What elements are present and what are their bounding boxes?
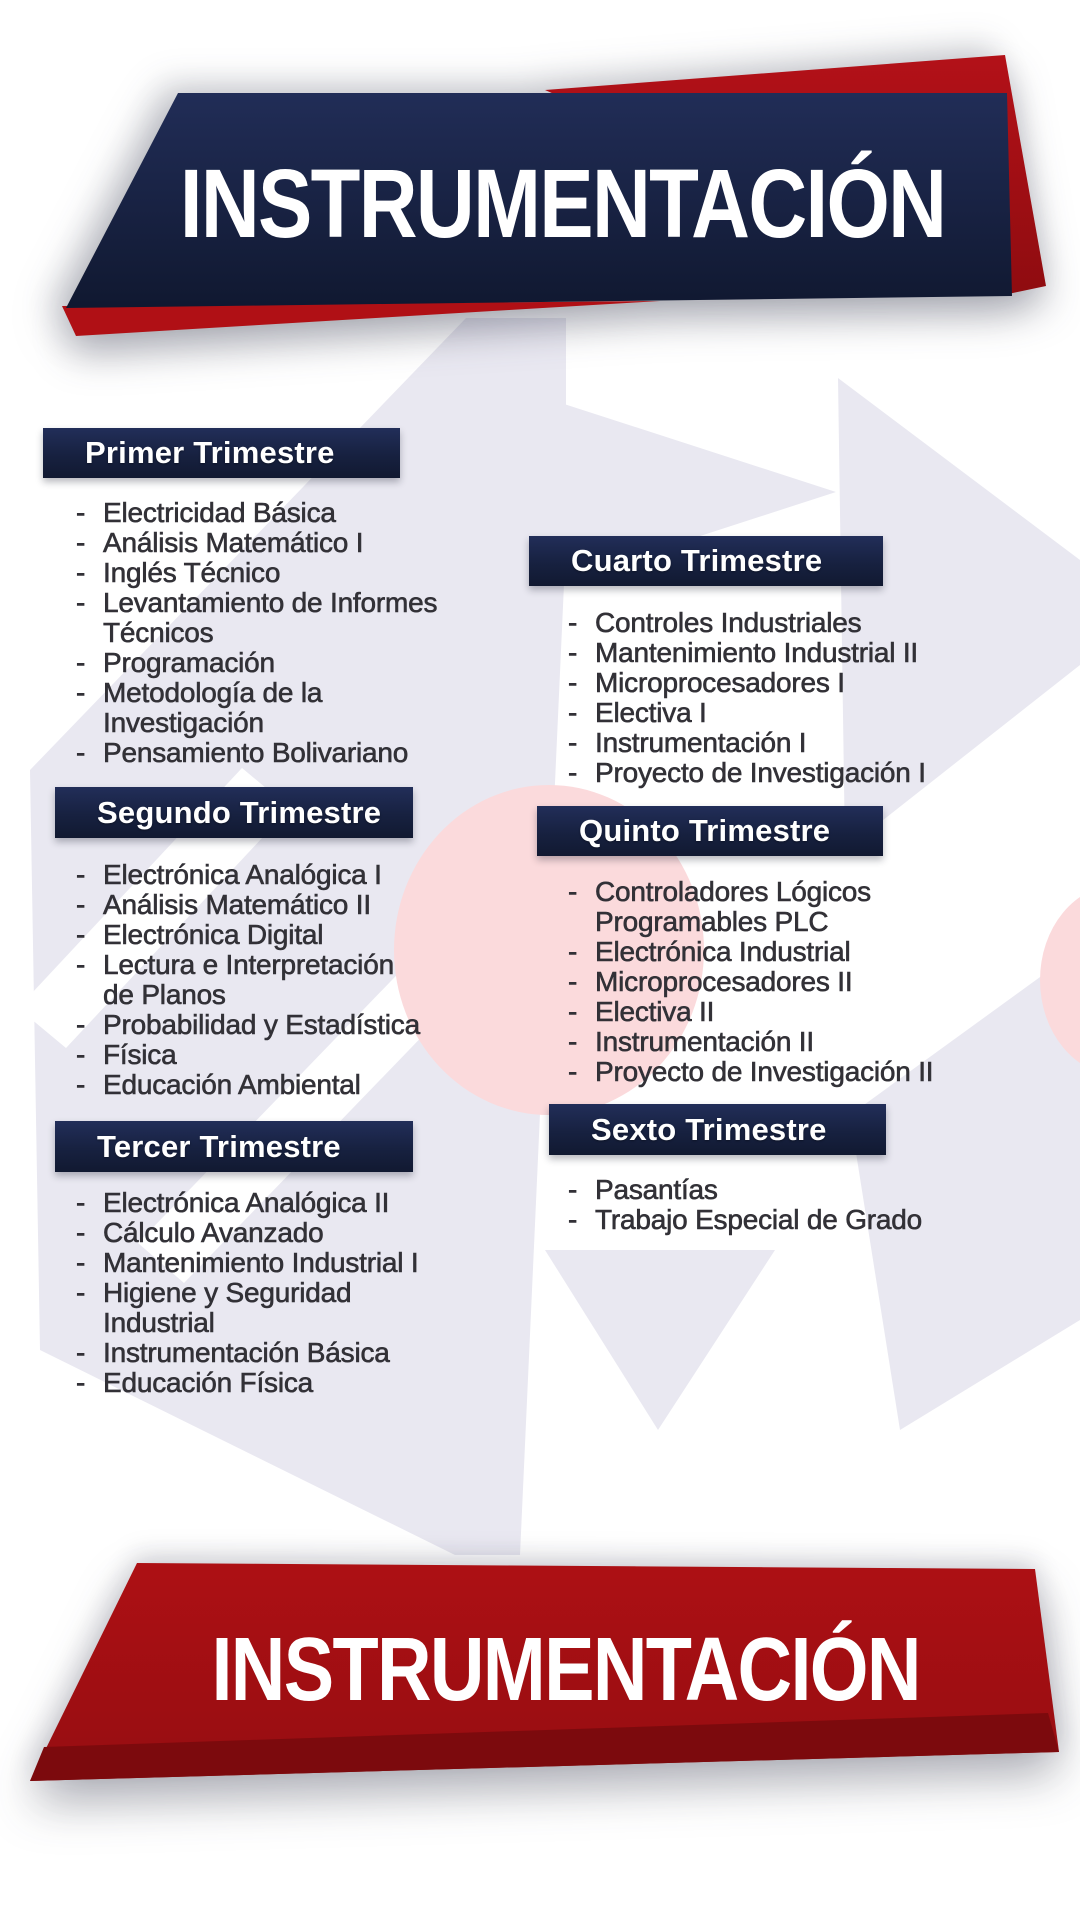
course-dash: -: [76, 497, 86, 528]
course-line: Electrónica Industrial: [595, 936, 851, 967]
course-dash: -: [76, 1187, 86, 1218]
course-line: Educación Física: [103, 1367, 314, 1398]
course-line: Física: [103, 1039, 177, 1070]
course-item: [74, 648, 504, 678]
course-dash: -: [76, 1247, 86, 1278]
course-line: Pensamiento Bolivariano: [103, 737, 409, 768]
course-item-continuation: [74, 1308, 504, 1338]
course-item: [566, 638, 1046, 668]
course-line: Controles Industriales: [595, 607, 862, 638]
course-line: Instrumentación II: [595, 1026, 814, 1057]
course-item: [74, 1010, 504, 1040]
course-line: Mantenimiento Industrial II: [595, 637, 918, 668]
course-dash: -: [568, 757, 578, 788]
course-dash: -: [568, 637, 578, 668]
course-line: Proyecto de Investigación I: [595, 757, 926, 788]
course-dash: -: [76, 1009, 86, 1040]
course-dash: -: [568, 996, 578, 1027]
course-line: Pasantías: [595, 1174, 718, 1205]
course-dash: -: [76, 587, 86, 618]
course-line: Industrial: [103, 1307, 215, 1338]
course-line: Proyecto de Investigación II: [595, 1056, 934, 1087]
section-title: Sexto Trimestre: [591, 1111, 827, 1147]
course-list-quinto-trimestre: [566, 877, 1046, 1087]
course-dash: -: [568, 1204, 578, 1235]
course-dash: -: [568, 966, 578, 997]
course-line: Metodología de la: [103, 677, 323, 708]
course-dash: -: [76, 1337, 86, 1368]
section-title: Cuarto Trimestre: [571, 543, 823, 578]
course-item: [74, 1218, 504, 1248]
course-item: [74, 920, 504, 950]
course-dash: -: [76, 737, 86, 768]
course-item: [74, 1368, 504, 1398]
course-dash: -: [76, 1039, 86, 1070]
course-item: [566, 937, 1046, 967]
course-line: Electrónica Analógica II: [103, 1187, 390, 1218]
course-dash: -: [76, 1367, 86, 1398]
course-item: [74, 738, 504, 768]
course-item: [566, 1057, 1046, 1087]
section-bar-sexto-trimestre: [549, 1104, 886, 1155]
course-list-sexto-trimestre: [566, 1175, 1046, 1235]
course-dash: -: [76, 647, 86, 678]
course-dash: -: [568, 727, 578, 758]
course-item: [566, 608, 1046, 638]
course-list-primer-trimestre: [74, 498, 504, 768]
course-list-cuarto-trimestre: [566, 608, 1046, 788]
section-title: Segundo Trimestre: [97, 794, 382, 830]
course-item: [74, 528, 504, 558]
course-list-tercer-trimestre: [74, 1188, 504, 1398]
course-line: Controladores Lógicos: [595, 876, 871, 907]
course-dash: -: [568, 1056, 578, 1087]
course-dash: -: [568, 667, 578, 698]
course-item: [566, 668, 1046, 698]
course-item: [566, 728, 1046, 758]
course-dash: -: [568, 607, 578, 638]
course-line: de Planos: [103, 979, 226, 1010]
section-bar-tercer-trimestre: [55, 1121, 413, 1172]
course-line: Electrónica Digital: [103, 919, 324, 950]
course-item: [566, 997, 1046, 1027]
course-dash: -: [568, 936, 578, 967]
course-item: [74, 678, 504, 708]
course-item-continuation: [74, 618, 504, 648]
course-line: Trabajo Especial de Grado: [595, 1204, 923, 1235]
course-line: Investigación: [103, 707, 264, 738]
course-item: [74, 1278, 504, 1308]
course-item: [566, 1205, 1046, 1235]
course-line: Programables PLC: [595, 906, 829, 937]
course-item: [566, 967, 1046, 997]
course-line: Instrumentación I: [595, 727, 807, 758]
course-dash: -: [76, 919, 86, 950]
course-item: [566, 1175, 1046, 1205]
section-bar-cuarto-trimestre: [529, 536, 883, 586]
course-dash: -: [76, 557, 86, 588]
course-item: [74, 1248, 504, 1278]
course-line: Técnicos: [103, 617, 214, 648]
course-item-continuation: [566, 907, 1046, 937]
course-list-segundo-trimestre: [74, 860, 504, 1100]
section-title: Quinto Trimestre: [579, 813, 831, 848]
course-dash: -: [76, 1277, 86, 1308]
course-dash: -: [76, 859, 86, 890]
course-line: Análisis Matemático II: [103, 889, 371, 920]
course-item: [74, 860, 504, 890]
course-line: Microprocesadores I: [595, 667, 845, 698]
course-line: Probabilidad y Estadística: [103, 1009, 420, 1040]
course-line: Electrónica Analógica I: [103, 859, 382, 890]
course-line: Inglés Técnico: [103, 557, 281, 588]
course-item-continuation: [74, 980, 504, 1010]
course-item: [566, 758, 1046, 788]
course-item: [74, 498, 504, 528]
section-title: Tercer Trimestre: [97, 1128, 341, 1164]
course-dash: -: [568, 1026, 578, 1057]
course-item: [74, 1070, 504, 1100]
section-bar-primer-trimestre: [43, 428, 400, 478]
course-dash: -: [76, 1217, 86, 1248]
course-line: Programación: [103, 647, 275, 678]
course-line: Educación Ambiental: [103, 1069, 361, 1100]
course-dash: -: [568, 1174, 578, 1205]
course-dash: -: [76, 677, 86, 708]
course-line: Electiva II: [595, 996, 715, 1027]
course-line: Análisis Matemático I: [103, 527, 364, 558]
watermark-bottom-chevron: [545, 1250, 775, 1430]
course-item: [74, 950, 504, 980]
course-item-continuation: [74, 708, 504, 738]
course-dash: -: [76, 1069, 86, 1100]
section-bar-quinto-trimestre: [537, 806, 883, 856]
course-line: Electricidad Básica: [103, 497, 336, 528]
course-line: Cálculo Avanzado: [103, 1217, 324, 1248]
course-item: [566, 698, 1046, 728]
course-line: Lectura e Interpretación: [103, 949, 394, 980]
course-item: [566, 1027, 1046, 1057]
course-line: Microprocesadores II: [595, 966, 853, 997]
course-item: [566, 877, 1046, 907]
course-line: Mantenimiento Industrial I: [103, 1247, 419, 1278]
course-dash: -: [568, 697, 578, 728]
course-item: [74, 588, 504, 618]
bottom-banner-title: INSTRUMENTACIÓN: [211, 1619, 921, 1720]
course-line: Levantamiento de Informes: [103, 587, 438, 618]
course-dash: -: [76, 949, 86, 980]
course-dash: -: [76, 889, 86, 920]
course-item: [74, 890, 504, 920]
course-item: [74, 1188, 504, 1218]
course-item: [74, 558, 504, 588]
course-dash: -: [568, 876, 578, 907]
course-item: [74, 1040, 504, 1070]
top-banner-title: INSTRUMENTACIÓN: [180, 149, 946, 258]
course-line: Higiene y Seguridad: [103, 1277, 352, 1308]
course-dash: -: [76, 527, 86, 558]
course-line: Electiva I: [595, 697, 707, 728]
course-item: [74, 1338, 504, 1368]
section-bar-segundo-trimestre: [55, 787, 413, 838]
section-title: Primer Trimestre: [85, 435, 335, 470]
course-line: Instrumentación Básica: [103, 1337, 390, 1368]
